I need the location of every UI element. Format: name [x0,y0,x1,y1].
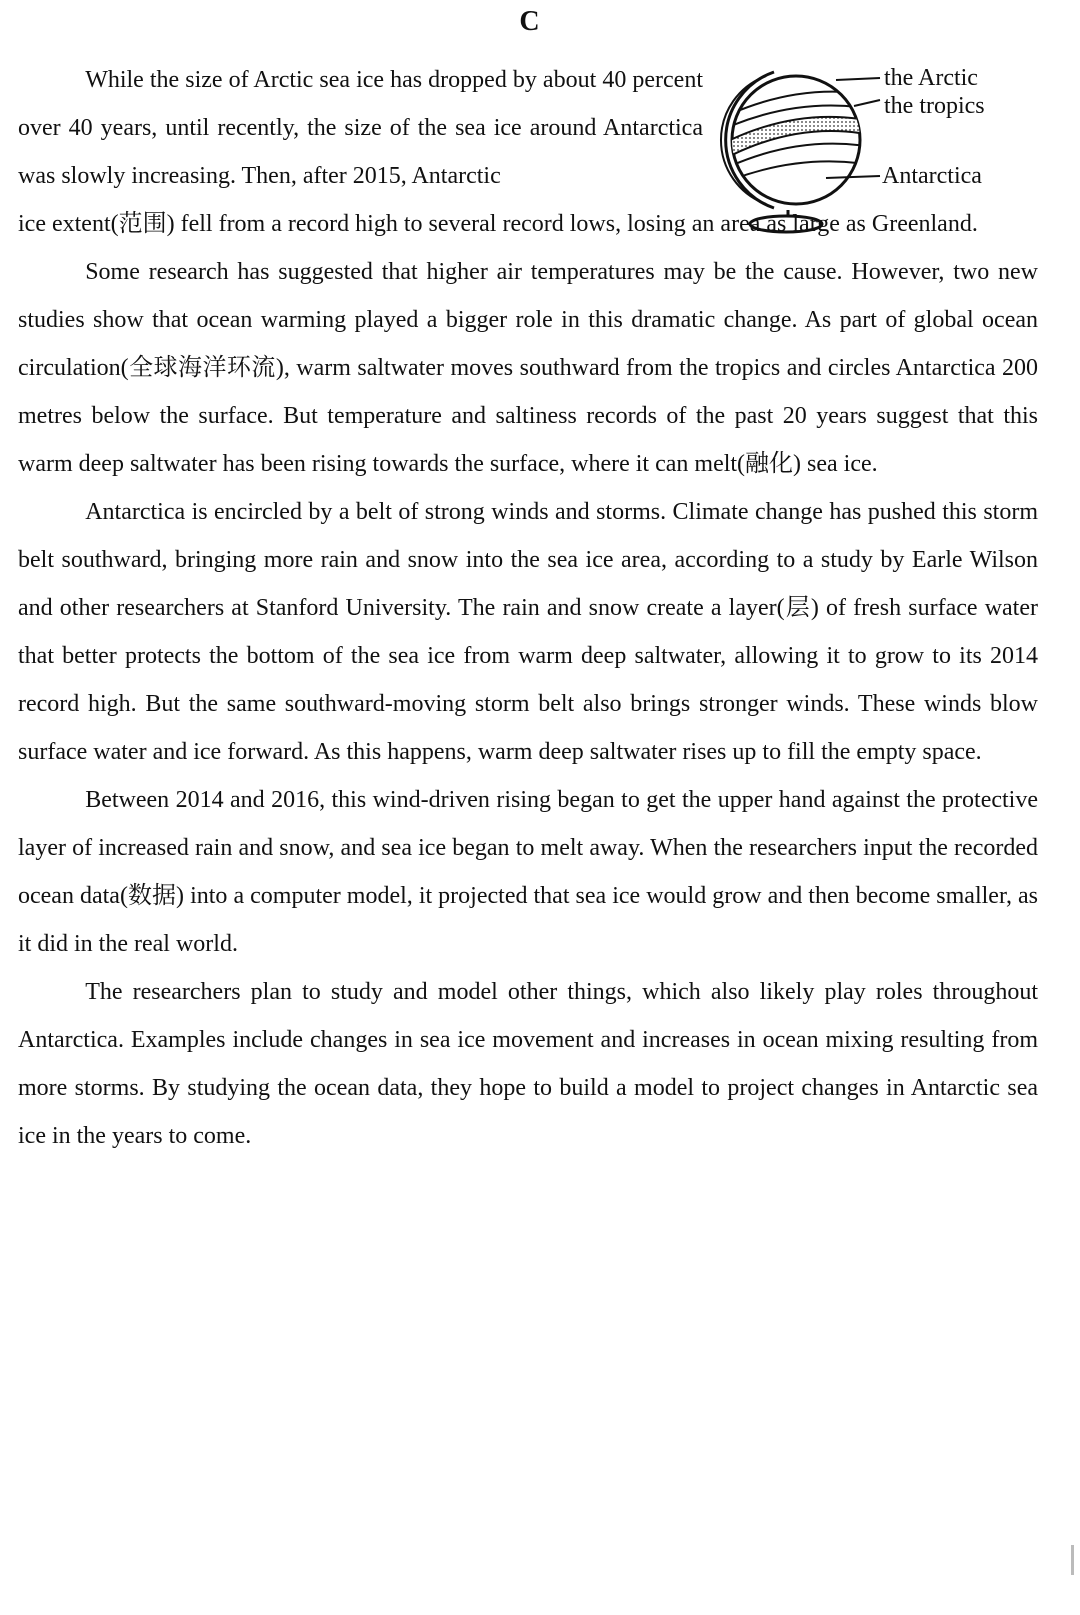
page-edge-mark [1071,1545,1074,1575]
section-letter: C [519,6,541,37]
paragraph-1-top: While the size of Arctic sea ice has dropped by about 40 percent over 40 years, until recently, the size of the sea ice around Antarctica was slowly increasing. Then, after 2015, Antarctic [18,67,703,189]
paragraph-1-tail: ice extent(范围) fell from a record high to several record lows, losing an area as large as Greenland. [18,211,978,237]
label-arctic: the Arctic [884,65,978,91]
paragraph-2: Some research has suggested that higher air temperatures may be the cause. However, two new studies show that ocean warming played a bigger role in this dramatic change. As part of global ocean circulation(全球海洋环流), warm saltwater moves southward from the tropics and circles Antarctica 200 metres below the surface. But temperature and saltiness records of the past 20 years suggest that this warm deep saltwater has been rising towards the surface, where it can melt(融化) sea ice. [18,259,1038,477]
paragraph-4: Between 2014 and 2016, this wind-driven rising began to get the upper hand against the protective layer of increased rain and snow, and sea ice began to melt away. When the researchers input the recorded ocean data(数据) into a computer model, it projected that sea ice would grow and then become smaller, as it did in the real world. [18,787,1038,957]
passage [18,56,1038,1160]
paragraph-3: Antarctica is encircled by a belt of strong winds and storms. Climate change has pushed this storm belt southward, bringing more rain and snow into the sea ice area, according to a study by Earle Wilson and other researchers at Stanford University. The rain and snow create a layer(层) of fresh surface water that better protects the bottom of the sea ice from warm deep saltwater, allowing it to grow to its 2014 record high. But the same southward-moving storm belt also brings stronger winds. These winds blow surface water and ice forward. As this happens, warm deep saltwater rises up to fill the empty space. [18,499,1038,765]
paragraph-5: The researchers plan to study and model other things, which also likely play roles throughout Antarctica. Examples include changes in sea ice movement and increases in ocean mixing resulting from more storms. By studying the ocean data, they hope to build a model to project changes in Antarctic sea ice in the years to come. [18,979,1038,1149]
label-antarctica: Antarctica [882,163,982,189]
label-tropics: the tropics [884,93,985,119]
